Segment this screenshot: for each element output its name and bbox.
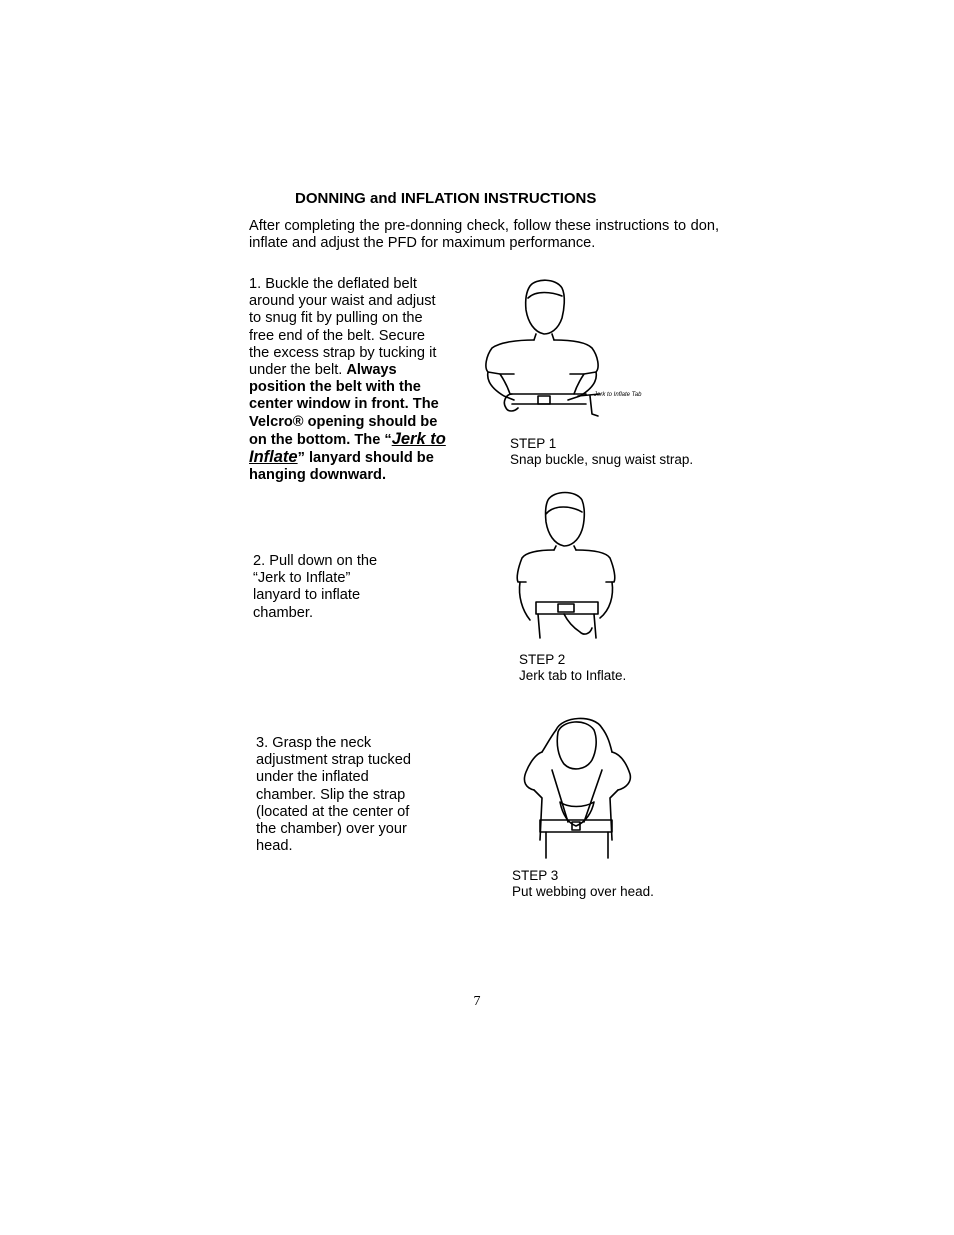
- step2-figure-description: Jerk tab to Inflate.: [519, 668, 627, 683]
- step1-text: 1. Buckle the deflated belt around your waist and adjust to snug fit by pulling on the free end of the belt. Secure the excess strap by tucking it under the belt.: [249, 276, 437, 379]
- step1-close-quote: ”: [297, 450, 305, 467]
- step1-open-quote: “: [384, 431, 392, 448]
- step3-figure: [516, 712, 636, 860]
- page-heading: DONNING and INFLATION INSTRUCTIONS: [295, 190, 597, 207]
- jerk-tab-label: Jerk to Inflate Tab: [594, 392, 642, 398]
- step3-figure-description: Put webbing over head.: [512, 884, 654, 899]
- step1-the: The: [354, 431, 381, 448]
- step1-figure-description: Snap buckle, snug waist strap.: [510, 452, 694, 467]
- intro-paragraph: After completing the pre-donning check, follow these instructions to don, inflate and adjust the PFD for maximum performance.: [249, 218, 719, 251]
- step3-instructions: 3. Grasp the neck adjustment strap tucked under the inflated chamber. Slip the strap (located at the center of the chamber) over your head.: [256, 735, 411, 855]
- step3-figure-title: STEP 3: [512, 868, 559, 883]
- page-number: 7: [473, 994, 481, 1009]
- step1-lanyard-name: Jerk to Inflate: [249, 429, 446, 467]
- step1-figure: [478, 276, 618, 436]
- step2-figure-caption: [519, 652, 626, 684]
- step3-figure-caption: [512, 868, 654, 900]
- step2-instructions: 2. Pull down on the “Jerk to Inflate” lanyard to inflate chamber.: [253, 553, 378, 621]
- step2-figure: [512, 490, 622, 650]
- step1-figure-caption: [510, 436, 693, 468]
- step2-figure-title: STEP 2: [519, 652, 566, 667]
- step1-bold-warning: Always position the belt with the center window in front. The Velcro® opening should be on the bottom.: [249, 362, 439, 448]
- step1-figure-title: STEP 1: [510, 436, 557, 451]
- step1-instructions: [249, 276, 449, 484]
- step1-tail: lanyard should be hanging downward.: [249, 450, 434, 484]
